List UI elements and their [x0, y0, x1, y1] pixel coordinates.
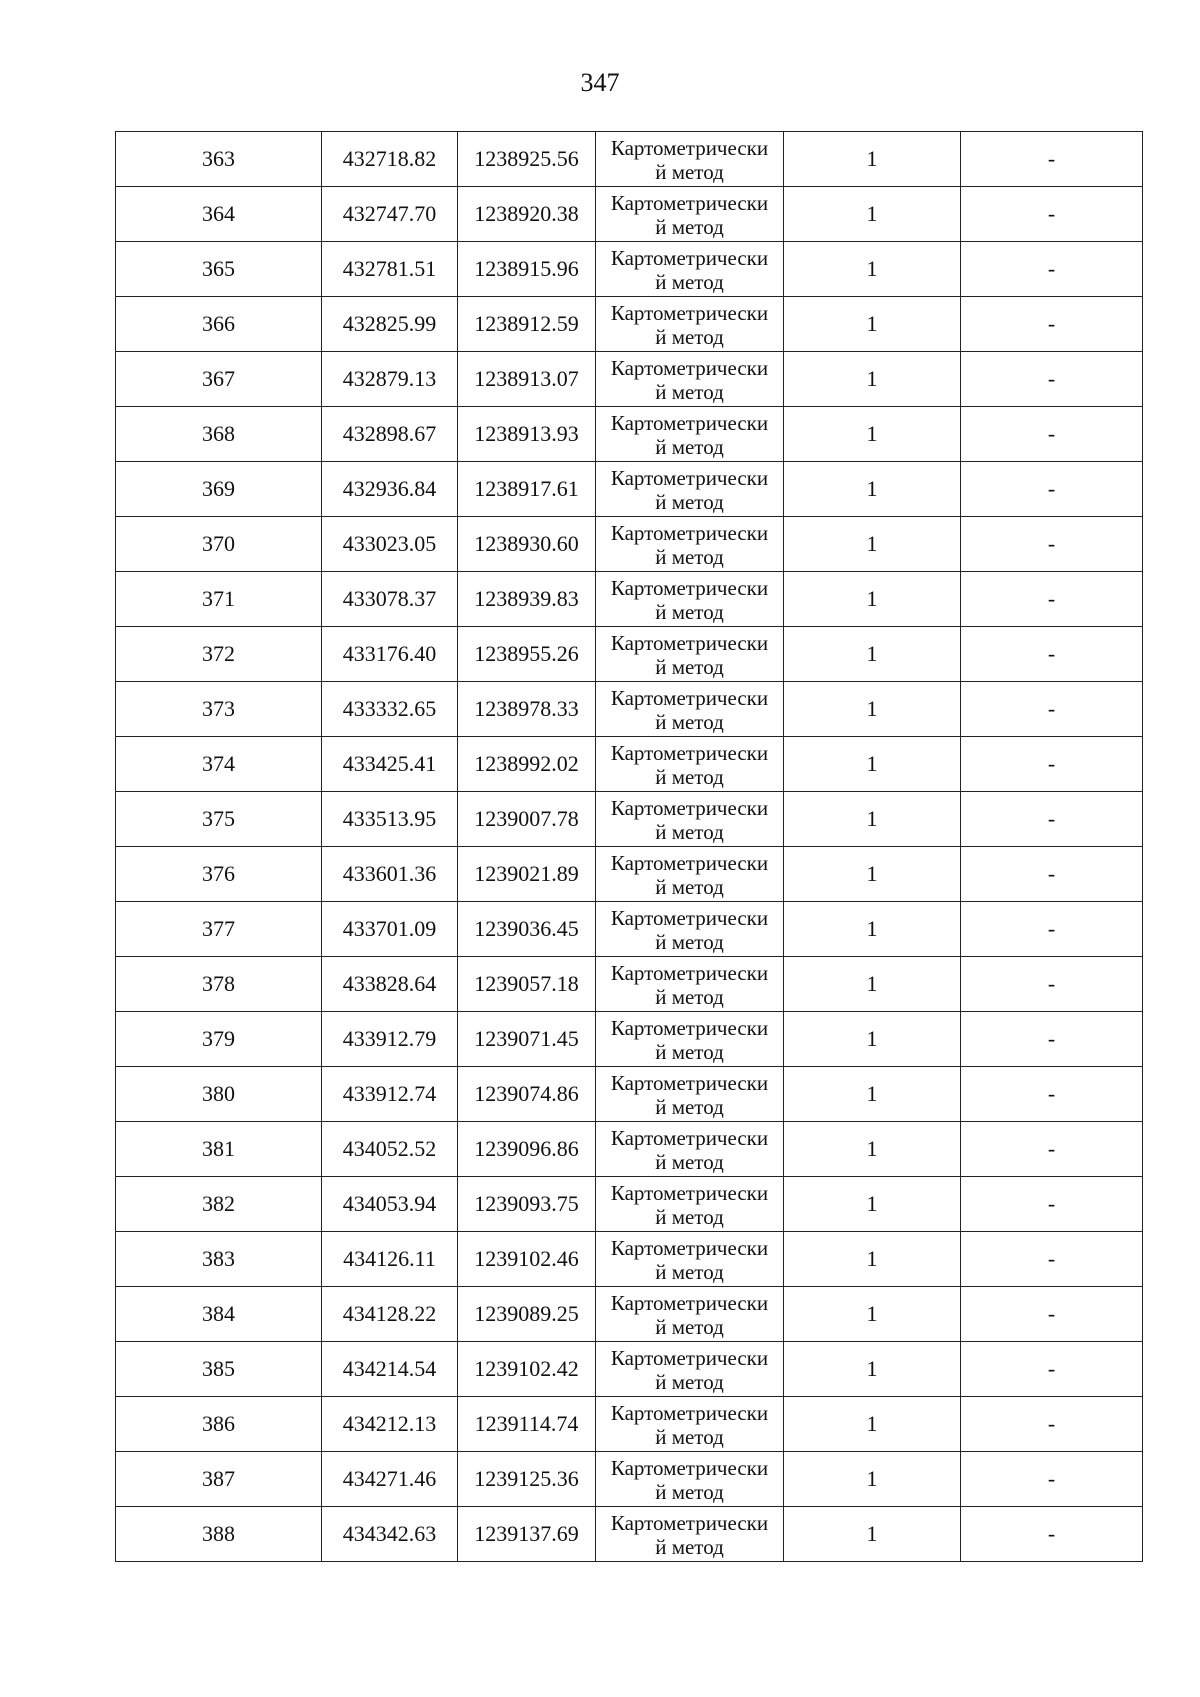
accuracy-cell: 1: [784, 1452, 961, 1507]
accuracy-cell: 1: [784, 1287, 961, 1342]
method-cell: [596, 1232, 784, 1287]
method-line-2: й метод: [655, 545, 724, 569]
method-cell: [596, 1507, 784, 1562]
point-number-cell: 365: [116, 242, 322, 297]
method-cell: [596, 1287, 784, 1342]
method-line-2: й метод: [655, 1095, 724, 1119]
method-cell: [596, 902, 784, 957]
method-line-2: й метод: [655, 1535, 724, 1559]
method-line-1: Картометрически: [610, 631, 769, 655]
description-cell: -: [961, 792, 1143, 847]
point-number-cell: 383: [116, 1232, 322, 1287]
y-coordinate-cell: 1239102.46: [458, 1232, 596, 1287]
method-line-1: Картометрически: [610, 1346, 769, 1370]
method-line-1: Картометрически: [610, 1181, 769, 1205]
description-cell: -: [961, 1452, 1143, 1507]
method-line-2: й метод: [655, 985, 724, 1009]
table-row: [116, 1452, 1143, 1507]
description-cell: -: [961, 1397, 1143, 1452]
method-line-1: Картометрически: [610, 741, 769, 765]
method-line-2: й метод: [655, 875, 724, 899]
y-coordinate-cell: 1239036.45: [458, 902, 596, 957]
point-number-cell: 366: [116, 297, 322, 352]
method-line-1: Картометрически: [610, 796, 769, 820]
description-cell: -: [961, 627, 1143, 682]
y-coordinate-cell: 1239102.42: [458, 1342, 596, 1397]
table-row: [116, 682, 1143, 737]
description-cell: -: [961, 352, 1143, 407]
method-line-2: й метод: [655, 1040, 724, 1064]
x-coordinate-cell: 434214.54: [322, 1342, 458, 1397]
x-coordinate-cell: 432879.13: [322, 352, 458, 407]
accuracy-cell: 1: [784, 682, 961, 737]
method-cell: [596, 132, 784, 187]
description-cell: -: [961, 572, 1143, 627]
y-coordinate-cell: 1239021.89: [458, 847, 596, 902]
description-cell: -: [961, 1287, 1143, 1342]
description-cell: -: [961, 1012, 1143, 1067]
x-coordinate-cell: 433176.40: [322, 627, 458, 682]
method-line-2: й метод: [655, 325, 724, 349]
method-cell: [596, 1012, 784, 1067]
description-cell: -: [961, 737, 1143, 792]
method-line-2: й метод: [655, 160, 724, 184]
point-number-cell: 374: [116, 737, 322, 792]
method-line-1: Картометрически: [610, 1456, 769, 1480]
x-coordinate-cell: 432898.67: [322, 407, 458, 462]
method-cell: [596, 242, 784, 297]
point-number-cell: 370: [116, 517, 322, 572]
method-line-2: й метод: [655, 435, 724, 459]
description-cell: -: [961, 1342, 1143, 1397]
x-coordinate-cell: 433912.74: [322, 1067, 458, 1122]
y-coordinate-cell: 1239071.45: [458, 1012, 596, 1067]
y-coordinate-cell: 1238913.93: [458, 407, 596, 462]
method-line-2: й метод: [655, 1480, 724, 1504]
point-number-cell: 381: [116, 1122, 322, 1177]
y-coordinate-cell: 1238992.02: [458, 737, 596, 792]
y-coordinate-cell: 1239137.69: [458, 1507, 596, 1562]
accuracy-cell: 1: [784, 187, 961, 242]
method-cell: [596, 792, 784, 847]
description-cell: -: [961, 957, 1143, 1012]
y-coordinate-cell: 1238955.26: [458, 627, 596, 682]
x-coordinate-cell: 433425.41: [322, 737, 458, 792]
x-coordinate-cell: 433601.36: [322, 847, 458, 902]
point-number-cell: 367: [116, 352, 322, 407]
point-number-cell: 378: [116, 957, 322, 1012]
method-line-1: Картометрически: [610, 466, 769, 490]
table-row: [116, 1122, 1143, 1177]
accuracy-cell: 1: [784, 407, 961, 462]
y-coordinate-cell: 1239093.75: [458, 1177, 596, 1232]
method-cell: [596, 682, 784, 737]
method-cell: [596, 1342, 784, 1397]
y-coordinate-cell: 1238912.59: [458, 297, 596, 352]
x-coordinate-cell: 432718.82: [322, 132, 458, 187]
y-coordinate-cell: 1238978.33: [458, 682, 596, 737]
point-number-cell: 382: [116, 1177, 322, 1232]
description-cell: -: [961, 682, 1143, 737]
table-row: [116, 1012, 1143, 1067]
x-coordinate-cell: 434126.11: [322, 1232, 458, 1287]
y-coordinate-cell: 1239096.86: [458, 1122, 596, 1177]
y-coordinate-cell: 1239057.18: [458, 957, 596, 1012]
point-number-cell: 364: [116, 187, 322, 242]
y-coordinate-cell: 1238939.83: [458, 572, 596, 627]
accuracy-cell: 1: [784, 297, 961, 352]
table-row: [116, 1177, 1143, 1232]
description-cell: -: [961, 297, 1143, 352]
method-line-1: Картометрически: [610, 1016, 769, 1040]
description-cell: -: [961, 1507, 1143, 1562]
table-row: [116, 407, 1143, 462]
page-number: 347: [580, 68, 620, 97]
description-cell: -: [961, 132, 1143, 187]
table-row: [116, 352, 1143, 407]
x-coordinate-cell: 432936.84: [322, 462, 458, 517]
method-cell: [596, 517, 784, 572]
accuracy-cell: 1: [784, 1397, 961, 1452]
y-coordinate-cell: 1239114.74: [458, 1397, 596, 1452]
method-cell: [596, 572, 784, 627]
table-row: [116, 132, 1143, 187]
method-line-1: Картометрически: [610, 1236, 769, 1260]
method-line-1: Картометрически: [610, 686, 769, 710]
table-row: [116, 572, 1143, 627]
x-coordinate-cell: 434342.63: [322, 1507, 458, 1562]
accuracy-cell: 1: [784, 1012, 961, 1067]
method-cell: [596, 957, 784, 1012]
x-coordinate-cell: 433828.64: [322, 957, 458, 1012]
x-coordinate-cell: 433513.95: [322, 792, 458, 847]
method-line-2: й метод: [655, 1150, 724, 1174]
method-line-1: Картометрически: [610, 1401, 769, 1425]
point-number-cell: 379: [116, 1012, 322, 1067]
method-line-1: Картометрически: [610, 411, 769, 435]
table-row: [116, 1397, 1143, 1452]
method-cell: [596, 1397, 784, 1452]
point-number-cell: 376: [116, 847, 322, 902]
x-coordinate-cell: 433332.65: [322, 682, 458, 737]
table-row: [116, 517, 1143, 572]
y-coordinate-cell: 1239125.36: [458, 1452, 596, 1507]
table-row: [116, 1287, 1143, 1342]
table-row: [116, 1232, 1143, 1287]
method-cell: [596, 407, 784, 462]
point-number-cell: 363: [116, 132, 322, 187]
accuracy-cell: 1: [784, 132, 961, 187]
x-coordinate-cell: 434271.46: [322, 1452, 458, 1507]
method-cell: [596, 1177, 784, 1232]
x-coordinate-cell: 434053.94: [322, 1177, 458, 1232]
method-line-1: Картометрически: [610, 301, 769, 325]
accuracy-cell: 1: [784, 517, 961, 572]
point-number-cell: 368: [116, 407, 322, 462]
description-cell: -: [961, 517, 1143, 572]
description-cell: -: [961, 902, 1143, 957]
x-coordinate-cell: 432825.99: [322, 297, 458, 352]
method-cell: [596, 462, 784, 517]
method-line-2: й метод: [655, 1370, 724, 1394]
accuracy-cell: 1: [784, 1232, 961, 1287]
description-cell: -: [961, 1232, 1143, 1287]
method-line-1: Картометрически: [610, 1071, 769, 1095]
accuracy-cell: 1: [784, 1177, 961, 1232]
y-coordinate-cell: 1238925.56: [458, 132, 596, 187]
accuracy-cell: 1: [784, 737, 961, 792]
method-line-1: Картометрически: [610, 191, 769, 215]
method-line-1: Картометрически: [610, 356, 769, 380]
description-cell: -: [961, 847, 1143, 902]
accuracy-cell: 1: [784, 1507, 961, 1562]
x-coordinate-cell: 434052.52: [322, 1122, 458, 1177]
accuracy-cell: 1: [784, 1122, 961, 1177]
point-number-cell: 377: [116, 902, 322, 957]
accuracy-cell: 1: [784, 627, 961, 682]
coordinates-table: [115, 131, 1143, 1562]
x-coordinate-cell: 433078.37: [322, 572, 458, 627]
description-cell: -: [961, 462, 1143, 517]
method-line-2: й метод: [655, 765, 724, 789]
table-row: [116, 1067, 1143, 1122]
method-line-2: й метод: [655, 1425, 724, 1449]
table-row: [116, 957, 1143, 1012]
point-number-cell: 373: [116, 682, 322, 737]
y-coordinate-cell: 1238915.96: [458, 242, 596, 297]
y-coordinate-cell: 1238930.60: [458, 517, 596, 572]
accuracy-cell: 1: [784, 242, 961, 297]
method-line-1: Картометрически: [610, 1126, 769, 1150]
method-cell: [596, 847, 784, 902]
method-line-2: й метод: [655, 820, 724, 844]
accuracy-cell: 1: [784, 1067, 961, 1122]
method-line-2: й метод: [655, 710, 724, 734]
method-line-2: й метод: [655, 1260, 724, 1284]
table-row: [116, 297, 1143, 352]
table-row: [116, 242, 1143, 297]
y-coordinate-cell: 1239074.86: [458, 1067, 596, 1122]
description-cell: -: [961, 1177, 1143, 1232]
accuracy-cell: 1: [784, 1342, 961, 1397]
accuracy-cell: 1: [784, 902, 961, 957]
accuracy-cell: 1: [784, 957, 961, 1012]
table-row: [116, 847, 1143, 902]
method-line-1: Картометрически: [610, 576, 769, 600]
method-line-1: Картометрически: [610, 136, 769, 160]
method-cell: [596, 187, 784, 242]
x-coordinate-cell: 434212.13: [322, 1397, 458, 1452]
point-number-cell: 380: [116, 1067, 322, 1122]
y-coordinate-cell: 1239089.25: [458, 1287, 596, 1342]
method-line-2: й метод: [655, 490, 724, 514]
method-line-2: й метод: [655, 215, 724, 239]
table-row: [116, 627, 1143, 682]
y-coordinate-cell: 1238913.07: [458, 352, 596, 407]
x-coordinate-cell: 433701.09: [322, 902, 458, 957]
table-row: [116, 187, 1143, 242]
point-number-cell: 384: [116, 1287, 322, 1342]
method-cell: [596, 297, 784, 352]
method-line-2: й метод: [655, 1315, 724, 1339]
method-cell: [596, 1122, 784, 1177]
description-cell: -: [961, 187, 1143, 242]
accuracy-cell: 1: [784, 792, 961, 847]
method-line-2: й метод: [655, 270, 724, 294]
method-line-1: Картометрически: [610, 851, 769, 875]
table-row: [116, 902, 1143, 957]
table-row: [116, 792, 1143, 847]
method-line-1: Картометрически: [610, 246, 769, 270]
table-row: [116, 1342, 1143, 1397]
y-coordinate-cell: 1238917.61: [458, 462, 596, 517]
description-cell: -: [961, 1122, 1143, 1177]
method-line-1: Картометрически: [610, 906, 769, 930]
y-coordinate-cell: 1238920.38: [458, 187, 596, 242]
method-cell: [596, 627, 784, 682]
x-coordinate-cell: 433023.05: [322, 517, 458, 572]
accuracy-cell: 1: [784, 847, 961, 902]
method-line-2: й метод: [655, 380, 724, 404]
method-cell: [596, 737, 784, 792]
point-number-cell: 385: [116, 1342, 322, 1397]
point-number-cell: 369: [116, 462, 322, 517]
method-cell: [596, 352, 784, 407]
method-line-2: й метод: [655, 930, 724, 954]
table-row: [116, 1507, 1143, 1562]
method-line-1: Картометрически: [610, 1511, 769, 1535]
method-line-2: й метод: [655, 1205, 724, 1229]
accuracy-cell: 1: [784, 352, 961, 407]
description-cell: -: [961, 1067, 1143, 1122]
x-coordinate-cell: 434128.22: [322, 1287, 458, 1342]
x-coordinate-cell: 433912.79: [322, 1012, 458, 1067]
point-number-cell: 371: [116, 572, 322, 627]
y-coordinate-cell: 1239007.78: [458, 792, 596, 847]
table-body: [116, 132, 1143, 1562]
point-number-cell: 375: [116, 792, 322, 847]
point-number-cell: 388: [116, 1507, 322, 1562]
table-row: [116, 737, 1143, 792]
point-number-cell: 372: [116, 627, 322, 682]
description-cell: -: [961, 407, 1143, 462]
method-cell: [596, 1452, 784, 1507]
accuracy-cell: 1: [784, 572, 961, 627]
accuracy-cell: 1: [784, 462, 961, 517]
x-coordinate-cell: 432781.51: [322, 242, 458, 297]
method-line-2: й метод: [655, 600, 724, 624]
x-coordinate-cell: 432747.70: [322, 187, 458, 242]
method-line-2: й метод: [655, 655, 724, 679]
method-line-1: Картометрически: [610, 961, 769, 985]
point-number-cell: 386: [116, 1397, 322, 1452]
method-line-1: Картометрически: [610, 521, 769, 545]
point-number-cell: 387: [116, 1452, 322, 1507]
table-row: [116, 462, 1143, 517]
method-line-1: Картометрически: [610, 1291, 769, 1315]
description-cell: -: [961, 242, 1143, 297]
method-cell: [596, 1067, 784, 1122]
